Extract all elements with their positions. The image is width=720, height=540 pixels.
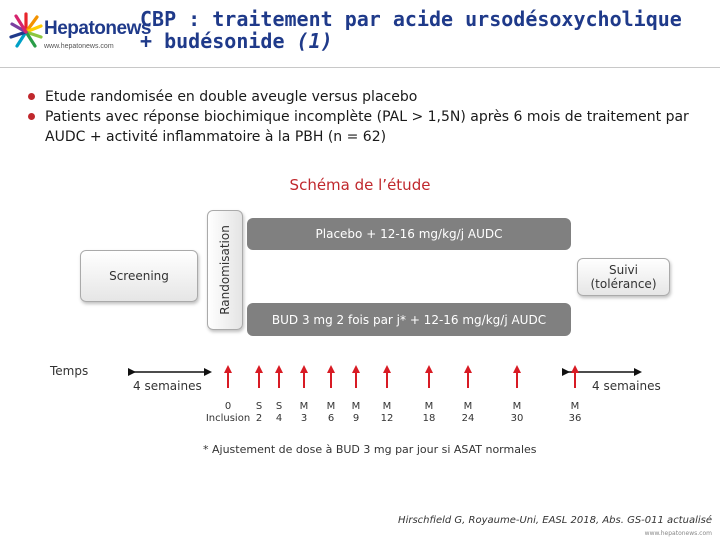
timepoint-line1: M — [299, 401, 309, 412]
randomisation-label: Randomisation — [218, 225, 232, 315]
timepoint-label — [563, 401, 587, 425]
timepoint-line1: M — [463, 401, 473, 412]
timepoint-line2: 3 — [300, 413, 308, 424]
timepoint-line2: 18 — [422, 413, 436, 424]
followup-sublabel: (tolérance) — [590, 277, 657, 291]
timepoint-line2: 24 — [461, 413, 475, 424]
scheme-title: Schéma de l’étude — [289, 176, 431, 194]
timepoint-line2: 2 — [255, 413, 263, 424]
reference: Hirschfield G, Royaume-Uni, EASL 2018, Abs. GS-011 actualisé — [398, 515, 712, 526]
weeks-after-label: 4 semaines — [592, 379, 661, 393]
placebo-arm-label: Placebo + 12-16 mg/kg/j AUDC — [315, 227, 503, 241]
timepoint-line2: 30 — [510, 413, 524, 424]
timepoint-label — [505, 401, 529, 425]
timepoint-line2: Inclusion — [205, 413, 251, 424]
timepoint-label — [456, 401, 480, 425]
timepoint-line1: M — [351, 401, 361, 412]
footer-url: www.hepatonews.com — [644, 530, 712, 537]
followup-label: Suivi — [609, 263, 638, 277]
timepoint-line2: 36 — [568, 413, 582, 424]
footnote: * Ajustement de dose à BUD 3 mg par jour si ASAT normales — [203, 443, 537, 456]
timepoint-line2: 9 — [352, 413, 360, 424]
timepoint-line1: M — [326, 401, 336, 412]
timepoint-label — [375, 401, 399, 425]
timepoint-label — [346, 401, 366, 425]
timepoint-line2: 6 — [327, 413, 335, 424]
logo-name: Hepatonews — [44, 18, 151, 39]
budesonide-arm-label: BUD 3 mg 2 fois par j* + 12-16 mg/kg/j AUDC — [271, 312, 547, 327]
weeks-before-label: 4 semaines — [133, 379, 202, 393]
screening-label: Screening — [109, 269, 169, 283]
timepoint-line1: M — [382, 401, 392, 412]
time-label: Temps — [50, 364, 89, 378]
title-reference: (1) — [296, 29, 333, 53]
timepoint-line1: M — [424, 401, 434, 412]
bullet-text: Etude randomisée en double aveugle versus placebo — [45, 89, 418, 105]
title-line-2-text: + budésonide — [140, 29, 285, 53]
timepoint-line2: 4 — [275, 413, 283, 424]
timepoint-label — [294, 401, 314, 425]
title-line-1: CBP : traitement par acide ursodésoxycholique — [140, 7, 682, 31]
timepoint-label — [249, 401, 269, 425]
timepoint-label — [417, 401, 441, 425]
timepoint-label — [269, 401, 289, 425]
logo-url: www.hepatonews.com — [44, 43, 114, 50]
timepoint-line1: S — [275, 401, 283, 412]
timepoint-line1: S — [255, 401, 263, 412]
timepoint-line1: M — [512, 401, 522, 412]
timepoint-line2: 12 — [380, 413, 394, 424]
timepoint-line1: M — [570, 401, 580, 412]
timepoint-line1: 0 — [224, 401, 232, 412]
timepoint-label — [321, 401, 341, 425]
bullet-text: Patients avec réponse biochimique incomplète (PAL > 1,5N) après 6 mois de traitement par AUDC + activité inflammatoire à la PBH (n = 62) — [45, 109, 689, 145]
